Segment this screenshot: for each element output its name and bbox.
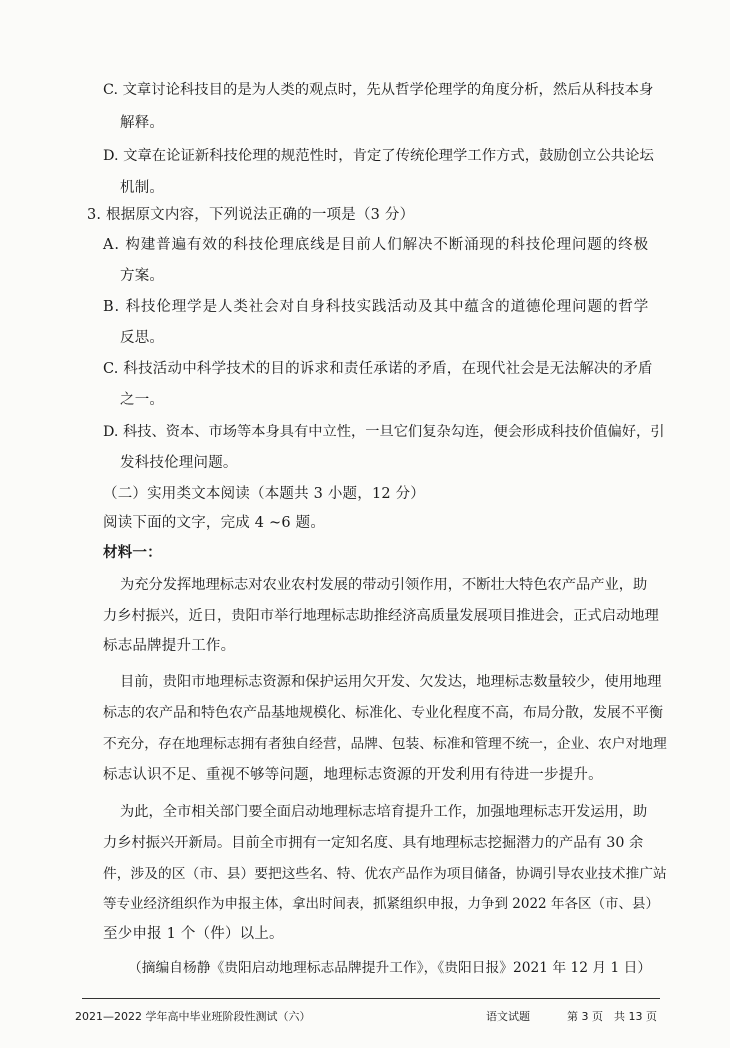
material1-source: （摘编自杨静《贵阳启动地理标志品牌提升工作》，《贵阳日报》2021 年 12 月 1 日） — [128, 960, 652, 976]
q3-option-b-line1: B. 科技伦理学是人类社会对自身科技实践活动及其中蕴含的道德伦理问题的哲学 — [103, 299, 650, 315]
q3-option-b-line2: 反思。 — [120, 330, 165, 346]
q2-option-c-line1: C. 文章讨论科技目的是为人类的观点时，先从哲学伦理学的角度分析，然后从科技本身 — [103, 82, 654, 98]
q3-stem: 3. 根据原文内容，下列说法正确的一项是（3 分） — [87, 207, 415, 223]
q3-option-d-line2: 发科技伦理问题。 — [120, 455, 238, 471]
material1-p2-line4: 标志认识不足、重视不够等问题，地理标志资源的开发利用有待进一步提升。 — [103, 767, 603, 783]
material1-p1-line1: 为充分发挥地理标志对农业农村发展的带动引领作用，不断壮大特色农产品产业，助 — [120, 577, 648, 593]
material1-p1-line2: 力乡村振兴，近日，贵阳市举行地理标志助推经济高质量发展项目推进会，正式启动地理 — [103, 608, 659, 624]
q2-option-c-line2: 解释。 — [120, 115, 165, 131]
footer-subject: 语文试题 — [486, 1010, 530, 1023]
material1-p2-line3: 不充分，存在地理标志拥有者独自经营，品牌、包装、标准和管理不统一，企业、农户对地理 — [103, 736, 667, 752]
q2-option-d-line1: D. 文章在论证新科技伦理的规范性时，肯定了传统伦理学工作方式，鼓励创立公共论坛 — [103, 148, 654, 164]
material1-p2-line2: 标志的农产品和特色农产品基地规模化、标准化、专业化程度不高，布局分散，发展不平衡 — [103, 705, 663, 721]
q3-option-a-line2: 方案。 — [120, 268, 165, 284]
footer-page-number: 第 3 页 共 13 页 — [567, 1010, 657, 1023]
q2-option-d-line2: 机制。 — [120, 180, 165, 196]
material1-p3-line5: 至少申报 1 个（件）以上。 — [103, 926, 284, 942]
section-instruction: 阅读下面的文字，完成 4 ~6 题。 — [103, 515, 326, 531]
material1-p2-line1: 目前，贵阳市地理标志资源和保护运用欠开发、欠发达，地理标志数量较少，使用地理 — [120, 674, 662, 690]
material1-p3-line2: 力乡村振兴开新局。目前全市拥有一定知名度、具有地理标志挖掘潜力的产品有 30 余 — [103, 835, 644, 851]
footer-exam-title: 2021—2022 学年高中毕业班阶段性测试（六） — [75, 1010, 311, 1023]
material1-p3-line4: 等专业经济组织作为申报主体，拿出时间表，抓紧组织申报，力争到 2022 年各区（市、县） — [103, 896, 659, 912]
material1-p3-line1: 为此，全市相关部门要全面启动地理标志培育提升工作，加强地理标志开发运用，助 — [120, 804, 648, 820]
material-label: 材料一： — [103, 544, 162, 561]
footer-divider — [82, 998, 660, 999]
section-heading: （二）实用类文本阅读（本题共 3 小题，12 分） — [103, 486, 426, 502]
q3-option-c-line1: C. 科技活动中科学技术的目的诉求和责任承诺的矛盾，在现代社会是无法解决的矛盾 — [103, 361, 653, 377]
q3-option-a-line1: A. 构建普遍有效的科技伦理底线是目前人们解决不断涌现的科技伦理问题的终极 — [103, 237, 649, 253]
q3-option-d-line1: D. 科技、资本、市场等本身具有中立性，一旦它们复杂勾连，便会形成科技价值偏好，引 — [103, 424, 665, 440]
q3-option-c-line2: 之一。 — [120, 392, 165, 408]
material1-p3-line3: 件，涉及的区（市、县）要把这些名、特、优农产品作为项目储备，协调引导农业技术推广站 — [103, 866, 667, 882]
material1-p1-line3: 标志品牌提升工作。 — [103, 638, 236, 654]
